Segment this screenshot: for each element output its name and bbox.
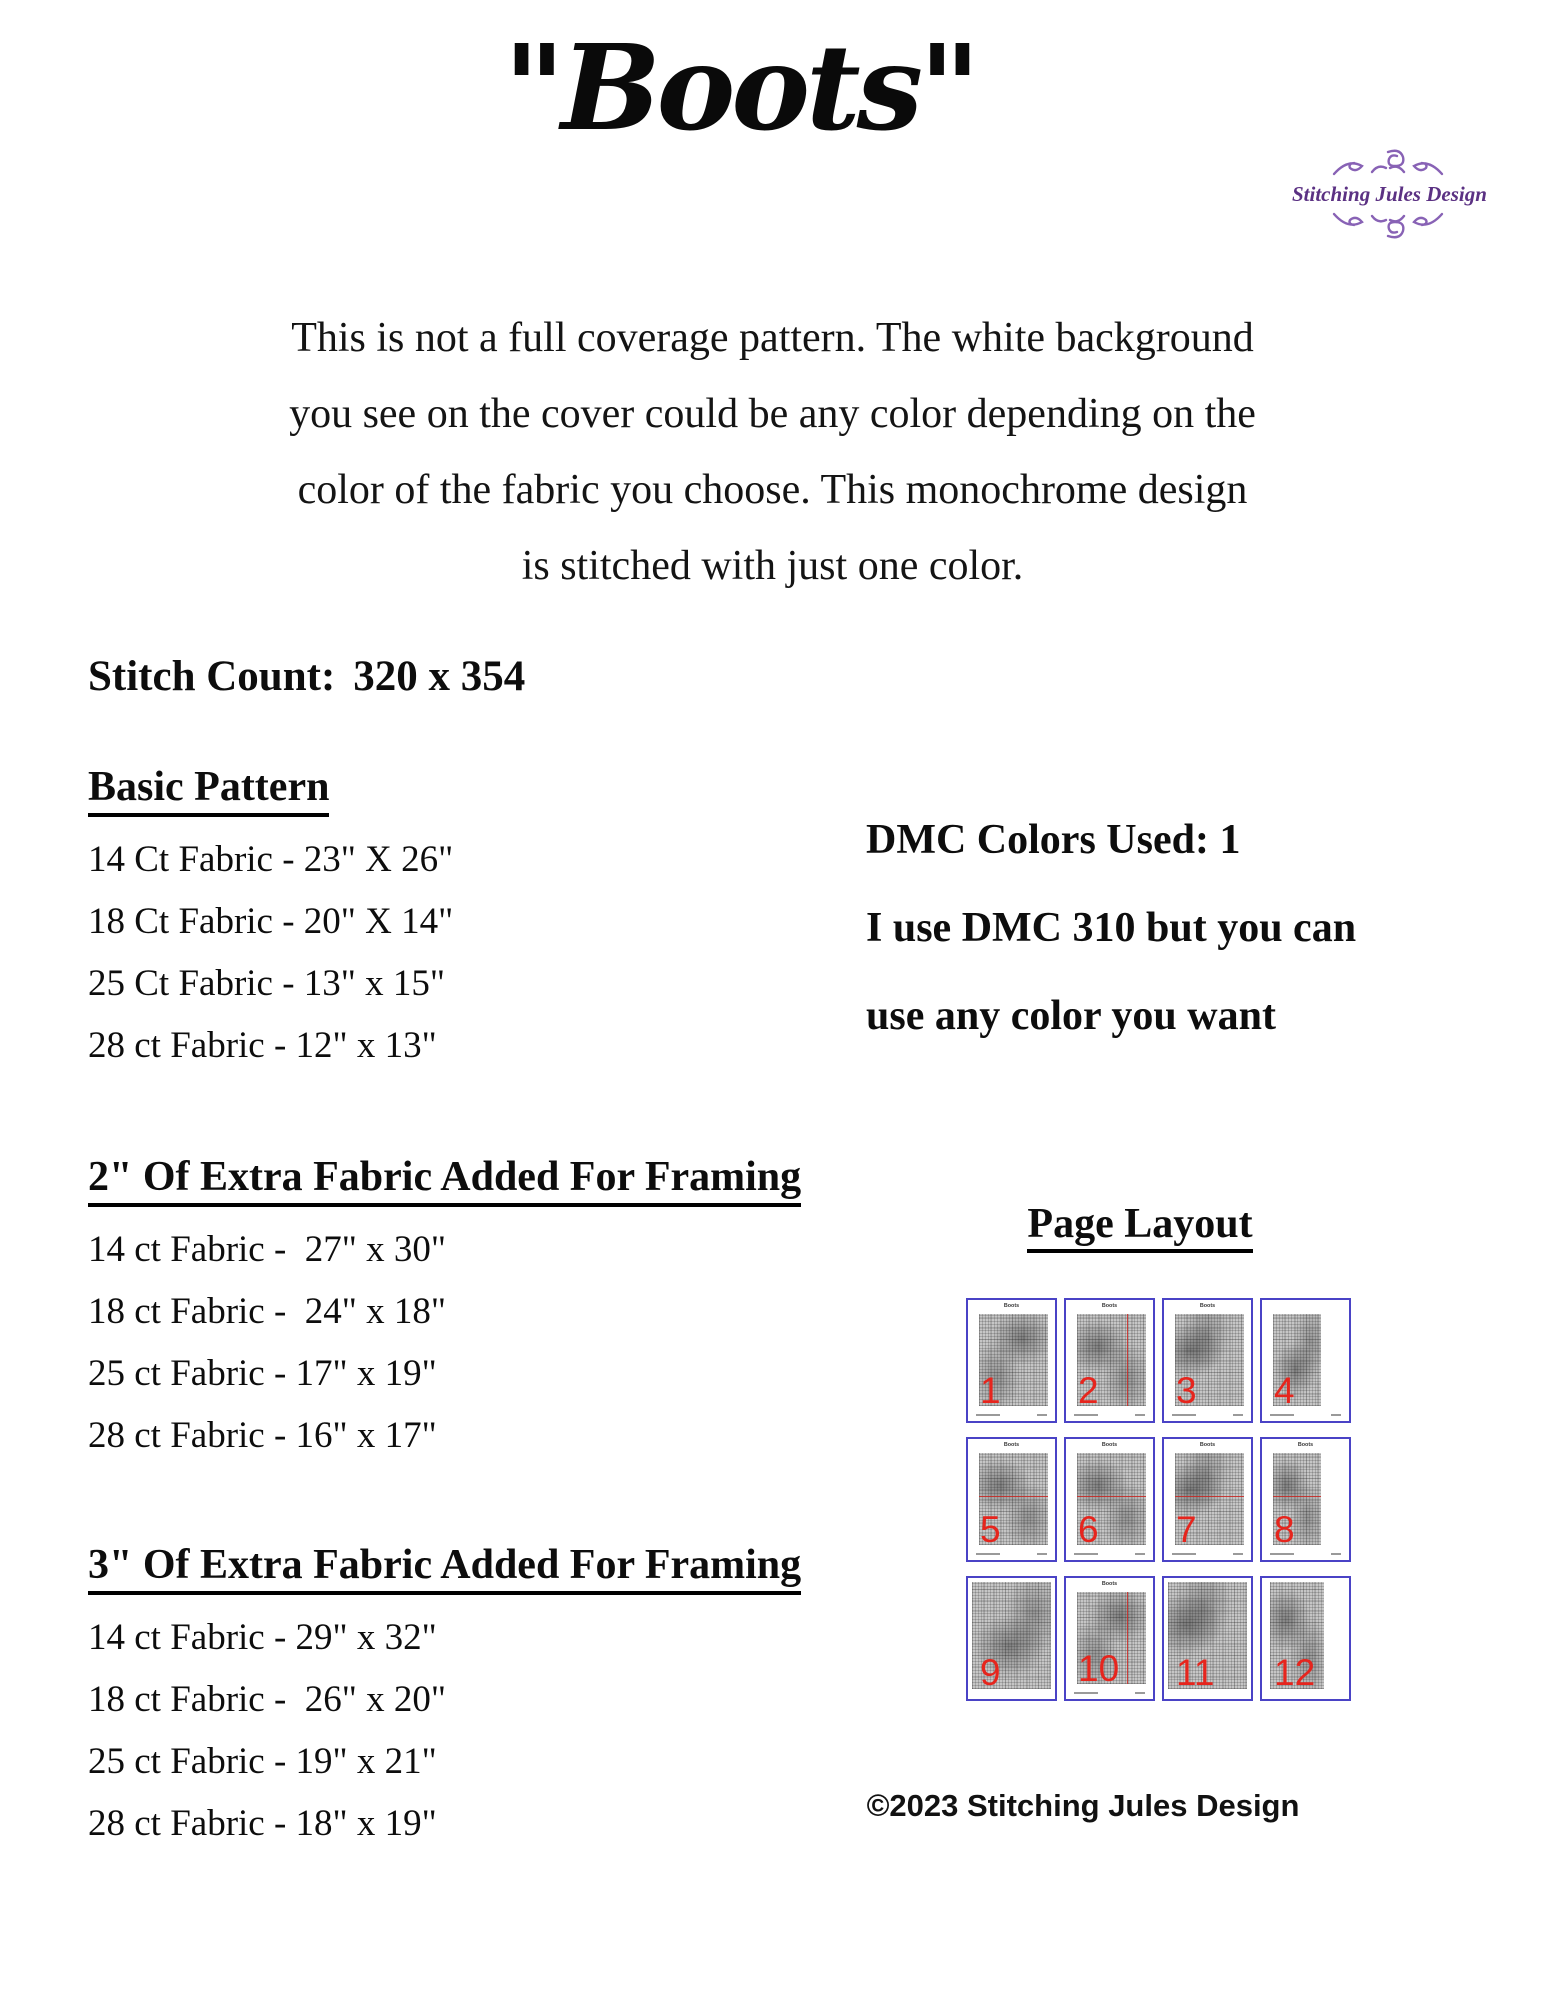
stitch-count <box>88 652 525 701</box>
fabric-size-item: 28 ct Fabric - 18" x 19" <box>88 1803 437 1844</box>
center-line-horizontal <box>979 1496 1048 1497</box>
stitch-count-label: Stitch Count: <box>88 653 336 700</box>
thumbnail-footer-right <box>1135 1414 1145 1416</box>
page-thumbnail <box>1162 1298 1253 1423</box>
page-number: 7 <box>1176 1509 1197 1550</box>
flourish-icon <box>1328 206 1448 240</box>
page-number: 3 <box>1176 1370 1197 1411</box>
thumbnail-title: Boots <box>1297 1441 1314 1447</box>
fabric-size-item: 14 Ct Fabric - 23" X 26" <box>88 839 454 880</box>
fabric-size-item: 25 ct Fabric - 17" x 19" <box>88 1353 437 1394</box>
page-thumbnail <box>966 1576 1057 1701</box>
thumbnail-footer-left <box>1172 1553 1196 1555</box>
page-thumbnail <box>1260 1576 1351 1701</box>
dmc-colors-line: I use DMC 310 but you can <box>866 905 1357 951</box>
thumbnail-footer-left <box>976 1414 1000 1416</box>
page-number: 4 <box>1274 1370 1295 1411</box>
stitch-count-value: 320 x 354 <box>353 653 526 700</box>
page-number: 8 <box>1274 1509 1295 1550</box>
intro-line: you see on the cover could be any color depending on the <box>289 391 1256 437</box>
center-line-vertical <box>1127 1314 1128 1406</box>
page-title: "Boots" <box>503 18 977 157</box>
center-line-horizontal <box>1175 1496 1244 1497</box>
thumbnail-footer-left <box>1270 1553 1294 1555</box>
page-thumbnail <box>1162 1437 1253 1562</box>
page-number: 9 <box>980 1652 1001 1693</box>
page-thumbnail <box>1260 1298 1351 1423</box>
thumbnail-title: Boots <box>1101 1580 1118 1586</box>
page-number: 5 <box>980 1509 1001 1550</box>
center-line-vertical <box>1127 1592 1128 1684</box>
thumbnail-footer-right <box>1037 1553 1047 1555</box>
thumbnail-footer-left <box>1074 1553 1098 1555</box>
thumbnail-title: Boots <box>1199 1302 1216 1308</box>
dmc-colors-line: DMC Colors Used: 1 <box>866 817 1241 863</box>
fabric-size-item: 14 ct Fabric - 27" x 30" <box>88 1229 447 1270</box>
section-heading: 3" Of Extra Fabric Added For Framing <box>88 1540 801 1595</box>
page-layout-grid <box>966 1298 1361 1701</box>
thumbnail-title: Boots <box>1199 1441 1216 1447</box>
page-number: 1 <box>980 1370 1001 1411</box>
fabric-size-list <box>88 829 848 1077</box>
thumbnail-footer-right <box>1331 1414 1341 1416</box>
section-extra-fabric-2in <box>88 1152 848 1467</box>
center-line-horizontal <box>1077 1496 1146 1497</box>
section-heading: 2" Of Extra Fabric Added For Framing <box>88 1152 801 1207</box>
thumbnail-footer-right <box>1233 1553 1243 1555</box>
brand-name: Stitching Jules Design <box>1292 182 1487 206</box>
page-number: 6 <box>1078 1509 1099 1550</box>
fabric-size-item: 28 ct Fabric - 16" x 17" <box>88 1415 437 1456</box>
fabric-size-list <box>88 1607 848 1855</box>
thumbnail-title: Boots <box>1101 1441 1118 1447</box>
section-extra-fabric-3in <box>88 1540 848 1855</box>
page-thumbnail <box>1162 1576 1253 1701</box>
thumbnail-footer-left <box>1172 1414 1196 1416</box>
fabric-size-item: 18 ct Fabric - 24" x 18" <box>88 1291 447 1332</box>
page-number: 11 <box>1176 1652 1215 1693</box>
page-thumbnail <box>1260 1437 1351 1562</box>
thumbnail-footer-left <box>1270 1414 1294 1416</box>
thumbnail-title: Boots <box>1003 1302 1020 1308</box>
dmc-colors-line: use any color you want <box>866 993 1276 1039</box>
page-layout-heading-text: Page Layout <box>1027 1200 1252 1253</box>
section-basic-pattern <box>88 762 848 1077</box>
thumbnail-footer-right <box>1331 1553 1341 1555</box>
page-thumbnail <box>966 1298 1057 1423</box>
intro-paragraph <box>150 300 1395 604</box>
thumbnail-title: Boots <box>1101 1302 1118 1308</box>
copyright: ©2023 Stitching Jules Design <box>866 1788 1300 1823</box>
page-thumbnail <box>1064 1437 1155 1562</box>
thumbnail-footer-right <box>1037 1414 1047 1416</box>
page-number: 12 <box>1274 1652 1316 1693</box>
thumbnail-footer-left <box>976 1553 1000 1555</box>
brand-logo <box>1292 148 1487 240</box>
thumbnail-footer-right <box>1233 1414 1243 1416</box>
page-layout-heading <box>990 1200 1290 1253</box>
thumbnail-footer-right <box>1135 1692 1145 1694</box>
fabric-size-item: 18 Ct Fabric - 20" X 14" <box>88 901 454 942</box>
page-number: 10 <box>1078 1648 1120 1689</box>
center-line-horizontal <box>1273 1496 1321 1497</box>
page-number: 2 <box>1078 1370 1099 1411</box>
page-thumbnail <box>966 1437 1057 1562</box>
fabric-size-item: 25 ct Fabric - 19" x 21" <box>88 1741 437 1782</box>
dmc-colors-block <box>866 796 1486 1060</box>
fabric-size-item: 25 Ct Fabric - 13" x 15" <box>88 963 446 1004</box>
fabric-size-list <box>88 1219 848 1467</box>
flourish-icon <box>1328 148 1448 182</box>
fabric-size-item: 28 ct Fabric - 12" x 13" <box>88 1025 437 1066</box>
intro-line: is stitched with just one color. <box>521 543 1024 589</box>
section-heading: Basic Pattern <box>88 762 329 817</box>
intro-line: This is not a full coverage pattern. The white background <box>291 315 1254 361</box>
intro-line: color of the fabric you choose. This monochrome design <box>297 467 1248 513</box>
thumbnail-footer-left <box>1074 1692 1098 1694</box>
page-thumbnail <box>1064 1298 1155 1423</box>
fabric-size-item: 18 ct Fabric - 26" x 20" <box>88 1679 447 1720</box>
thumbnail-footer-right <box>1135 1553 1145 1555</box>
page-thumbnail <box>1064 1576 1155 1701</box>
thumbnail-footer-left <box>1074 1414 1098 1416</box>
thumbnail-title: Boots <box>1003 1441 1020 1447</box>
fabric-size-item: 14 ct Fabric - 29" x 32" <box>88 1617 437 1658</box>
